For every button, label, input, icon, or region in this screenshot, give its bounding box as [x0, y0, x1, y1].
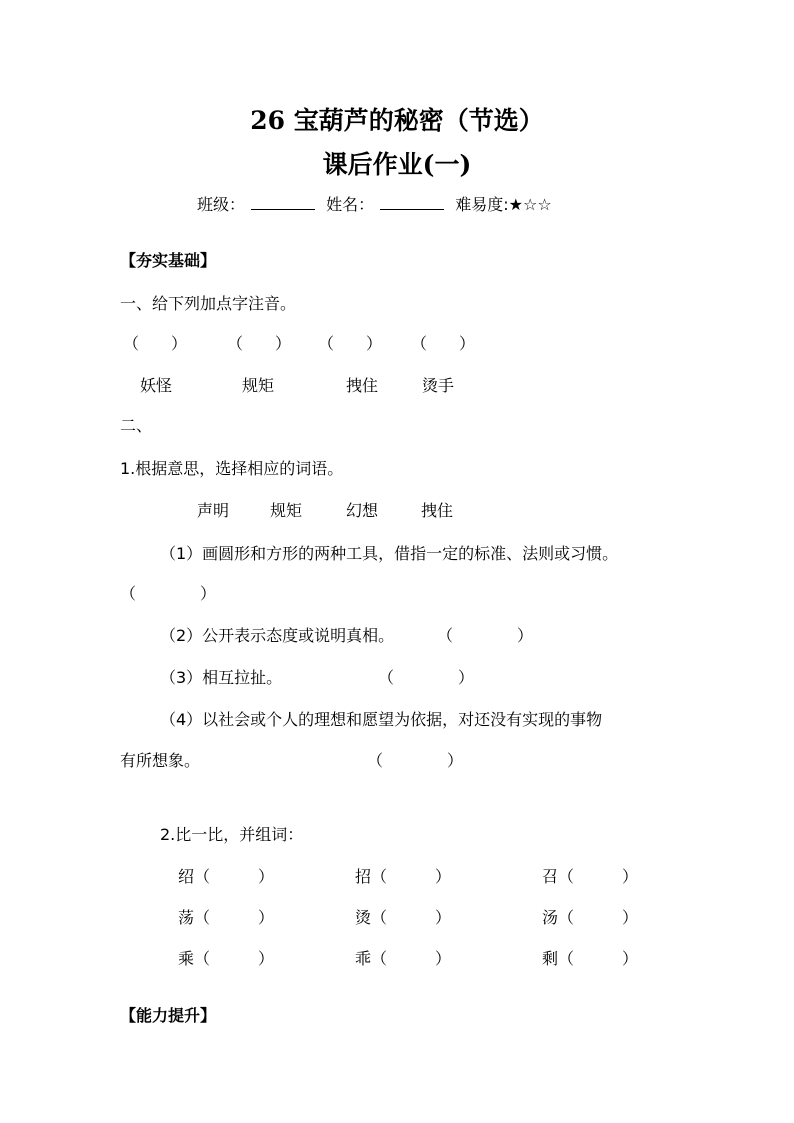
- pinyin-blank-4[interactable]: （ ）: [411, 334, 476, 353]
- compare-r1-c2[interactable]: 招（ ）: [355, 867, 452, 886]
- question-2-2-prompt: 2.比一比，并组词：: [160, 825, 304, 844]
- page-subtitle: 课后作业(一): [322, 150, 472, 179]
- question-1-prompt: 一、给下列加点字注音。: [120, 294, 297, 313]
- student-info-line: [197, 192, 552, 215]
- compare-r3-c1[interactable]: 乘（ ）: [178, 949, 275, 968]
- name-label: 姓名：: [326, 195, 375, 214]
- pinyin-blank-3[interactable]: （ ）: [318, 334, 383, 353]
- pinyin-blank-2[interactable]: （ ）: [227, 334, 292, 353]
- question-2-label: 二、: [120, 416, 153, 435]
- definition-2: （2）公开表示态度或说明真相。: [160, 626, 395, 645]
- compare-r2-c1[interactable]: 荡（ ）: [178, 908, 275, 927]
- option-word-4: 拽住: [421, 501, 454, 520]
- option-word-2: 规矩: [270, 501, 303, 520]
- word-2: 规矩: [242, 376, 275, 395]
- compare-r3-c3[interactable]: 剩（ ）: [542, 949, 639, 968]
- definition-4-blank[interactable]: （ ）: [367, 751, 464, 770]
- name-blank[interactable]: [380, 195, 444, 210]
- definition-3: （3）相互拉扯。: [160, 668, 283, 687]
- word-1: 妖怪: [140, 376, 173, 395]
- pinyin-blank-1[interactable]: （ ）: [123, 334, 188, 353]
- difficulty-stars: ★☆☆: [508, 195, 552, 214]
- definition-3-blank[interactable]: （ ）: [378, 668, 475, 687]
- section-heading-basics: 【夯实基础】: [120, 251, 217, 270]
- option-word-1: 声明: [197, 501, 230, 520]
- compare-r2-c2[interactable]: 烫（ ）: [355, 908, 452, 927]
- definition-1: （1）画圆形和方形的两种工具，借指一定的标准、法则或习惯。: [160, 544, 619, 563]
- page-title: 26 宝葫芦的秘密（节选）: [250, 106, 544, 135]
- word-3: 拽住: [346, 376, 379, 395]
- question-2-1-prompt: 1.根据意思，选择相应的词语。: [120, 459, 344, 478]
- class-blank[interactable]: [251, 195, 315, 210]
- section-heading-improve: 【能力提升】: [120, 1006, 217, 1025]
- option-word-3: 幻想: [346, 501, 379, 520]
- compare-r2-c3[interactable]: 汤（ ）: [542, 908, 639, 927]
- difficulty-label: 难易度:: [455, 195, 509, 214]
- definition-2-blank[interactable]: （ ）: [437, 626, 534, 645]
- word-4: 烫手: [422, 376, 455, 395]
- definition-1-blank[interactable]: （ ）: [120, 584, 217, 603]
- compare-r3-c2[interactable]: 乖（ ）: [355, 949, 452, 968]
- compare-r1-c3[interactable]: 召（ ）: [542, 867, 639, 886]
- class-label: 班级：: [197, 195, 246, 214]
- definition-4-cont: 有所想象。: [120, 751, 201, 770]
- definition-4: （4）以社会或个人的理想和愿望为依据，对还没有实现的事物: [160, 710, 603, 729]
- compare-r1-c1[interactable]: 绍（ ）: [178, 867, 275, 886]
